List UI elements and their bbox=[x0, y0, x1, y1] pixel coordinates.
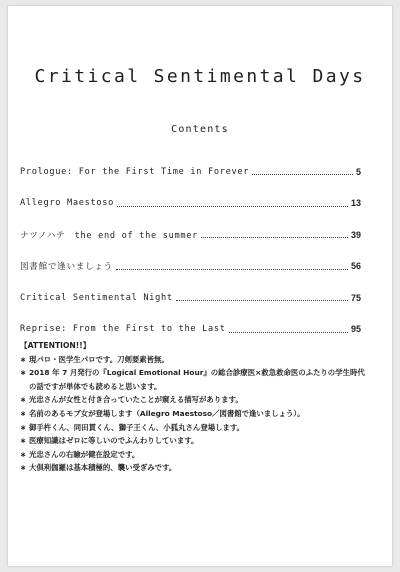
toc-entry-page: 56 bbox=[350, 261, 361, 272]
toc-leader-dots bbox=[176, 300, 348, 301]
toc-entry-page: 39 bbox=[350, 229, 361, 240]
contents-heading: Contents bbox=[171, 124, 229, 135]
attention-section bbox=[20, 339, 372, 475]
toc-entry bbox=[20, 251, 361, 283]
attention-heading: 【ATTENTION!!】 bbox=[20, 341, 91, 350]
toc-entry-title: Prologue: For the First Time in Forever bbox=[20, 166, 250, 177]
toc-entry bbox=[20, 219, 361, 251]
attention-item: ∗ 光忠さんが女性と付き合っていたことが窺える描写があります。 bbox=[20, 393, 372, 407]
toc-entry-page: 95 bbox=[350, 324, 361, 335]
attention-item: ∗ 名前のあるモブ女が登場します（Allegro Maestoso／図書館で逢いましょう）。 bbox=[20, 407, 372, 421]
toc-entry-page: 13 bbox=[350, 198, 361, 209]
toc-entry bbox=[20, 156, 361, 188]
toc-entry-title: Critical Sentimental Night bbox=[20, 292, 173, 303]
attention-item: ∗ 医療知識はゼロに等しいのでふんわりしています。 bbox=[20, 434, 372, 448]
toc-leader-dots bbox=[252, 174, 353, 175]
toc-entry-title: ナツノハテ the end of the summer bbox=[20, 230, 198, 241]
toc-leader-dots bbox=[116, 269, 348, 270]
attention-list bbox=[20, 353, 372, 475]
toc-entry-title: Reprise: From the First to the Last bbox=[20, 324, 226, 335]
toc-entry-page: 75 bbox=[350, 292, 361, 303]
attention-item: ∗ 現パロ・医学生パロです。刀剣要素皆無。 bbox=[20, 353, 372, 367]
attention-item: ∗ 2018 年 7 月発行の『Logical Emotional Hour』の総合診療医×救急救命医のふたりの学生時代の話ですが単体でも読めると思います。 bbox=[20, 366, 372, 393]
toc-entry-title: Allegro Maestoso bbox=[20, 198, 114, 209]
toc-entry-title: 図書館で逢いましょう bbox=[20, 262, 113, 273]
toc-leader-dots bbox=[229, 332, 348, 333]
toc-leader-dots bbox=[117, 206, 348, 207]
toc-entry bbox=[20, 282, 361, 314]
document-page bbox=[8, 6, 392, 566]
table-of-contents bbox=[20, 156, 361, 345]
toc-entry-page: 5 bbox=[355, 166, 361, 177]
attention-item: ∗ 大倶利伽羅は基本積極的、襲い受ぎみです。 bbox=[20, 461, 372, 475]
book-title: Critical Sentimental Days bbox=[34, 66, 366, 88]
attention-item: ∗ 御手杵くん、同田貫くん、獅子王くん、小狐丸さん登場します。 bbox=[20, 421, 372, 435]
attention-item: ∗ 光忠さんの右瞼が健在設定です。 bbox=[20, 448, 372, 462]
toc-leader-dots bbox=[201, 237, 348, 238]
toc-entry bbox=[20, 188, 361, 220]
